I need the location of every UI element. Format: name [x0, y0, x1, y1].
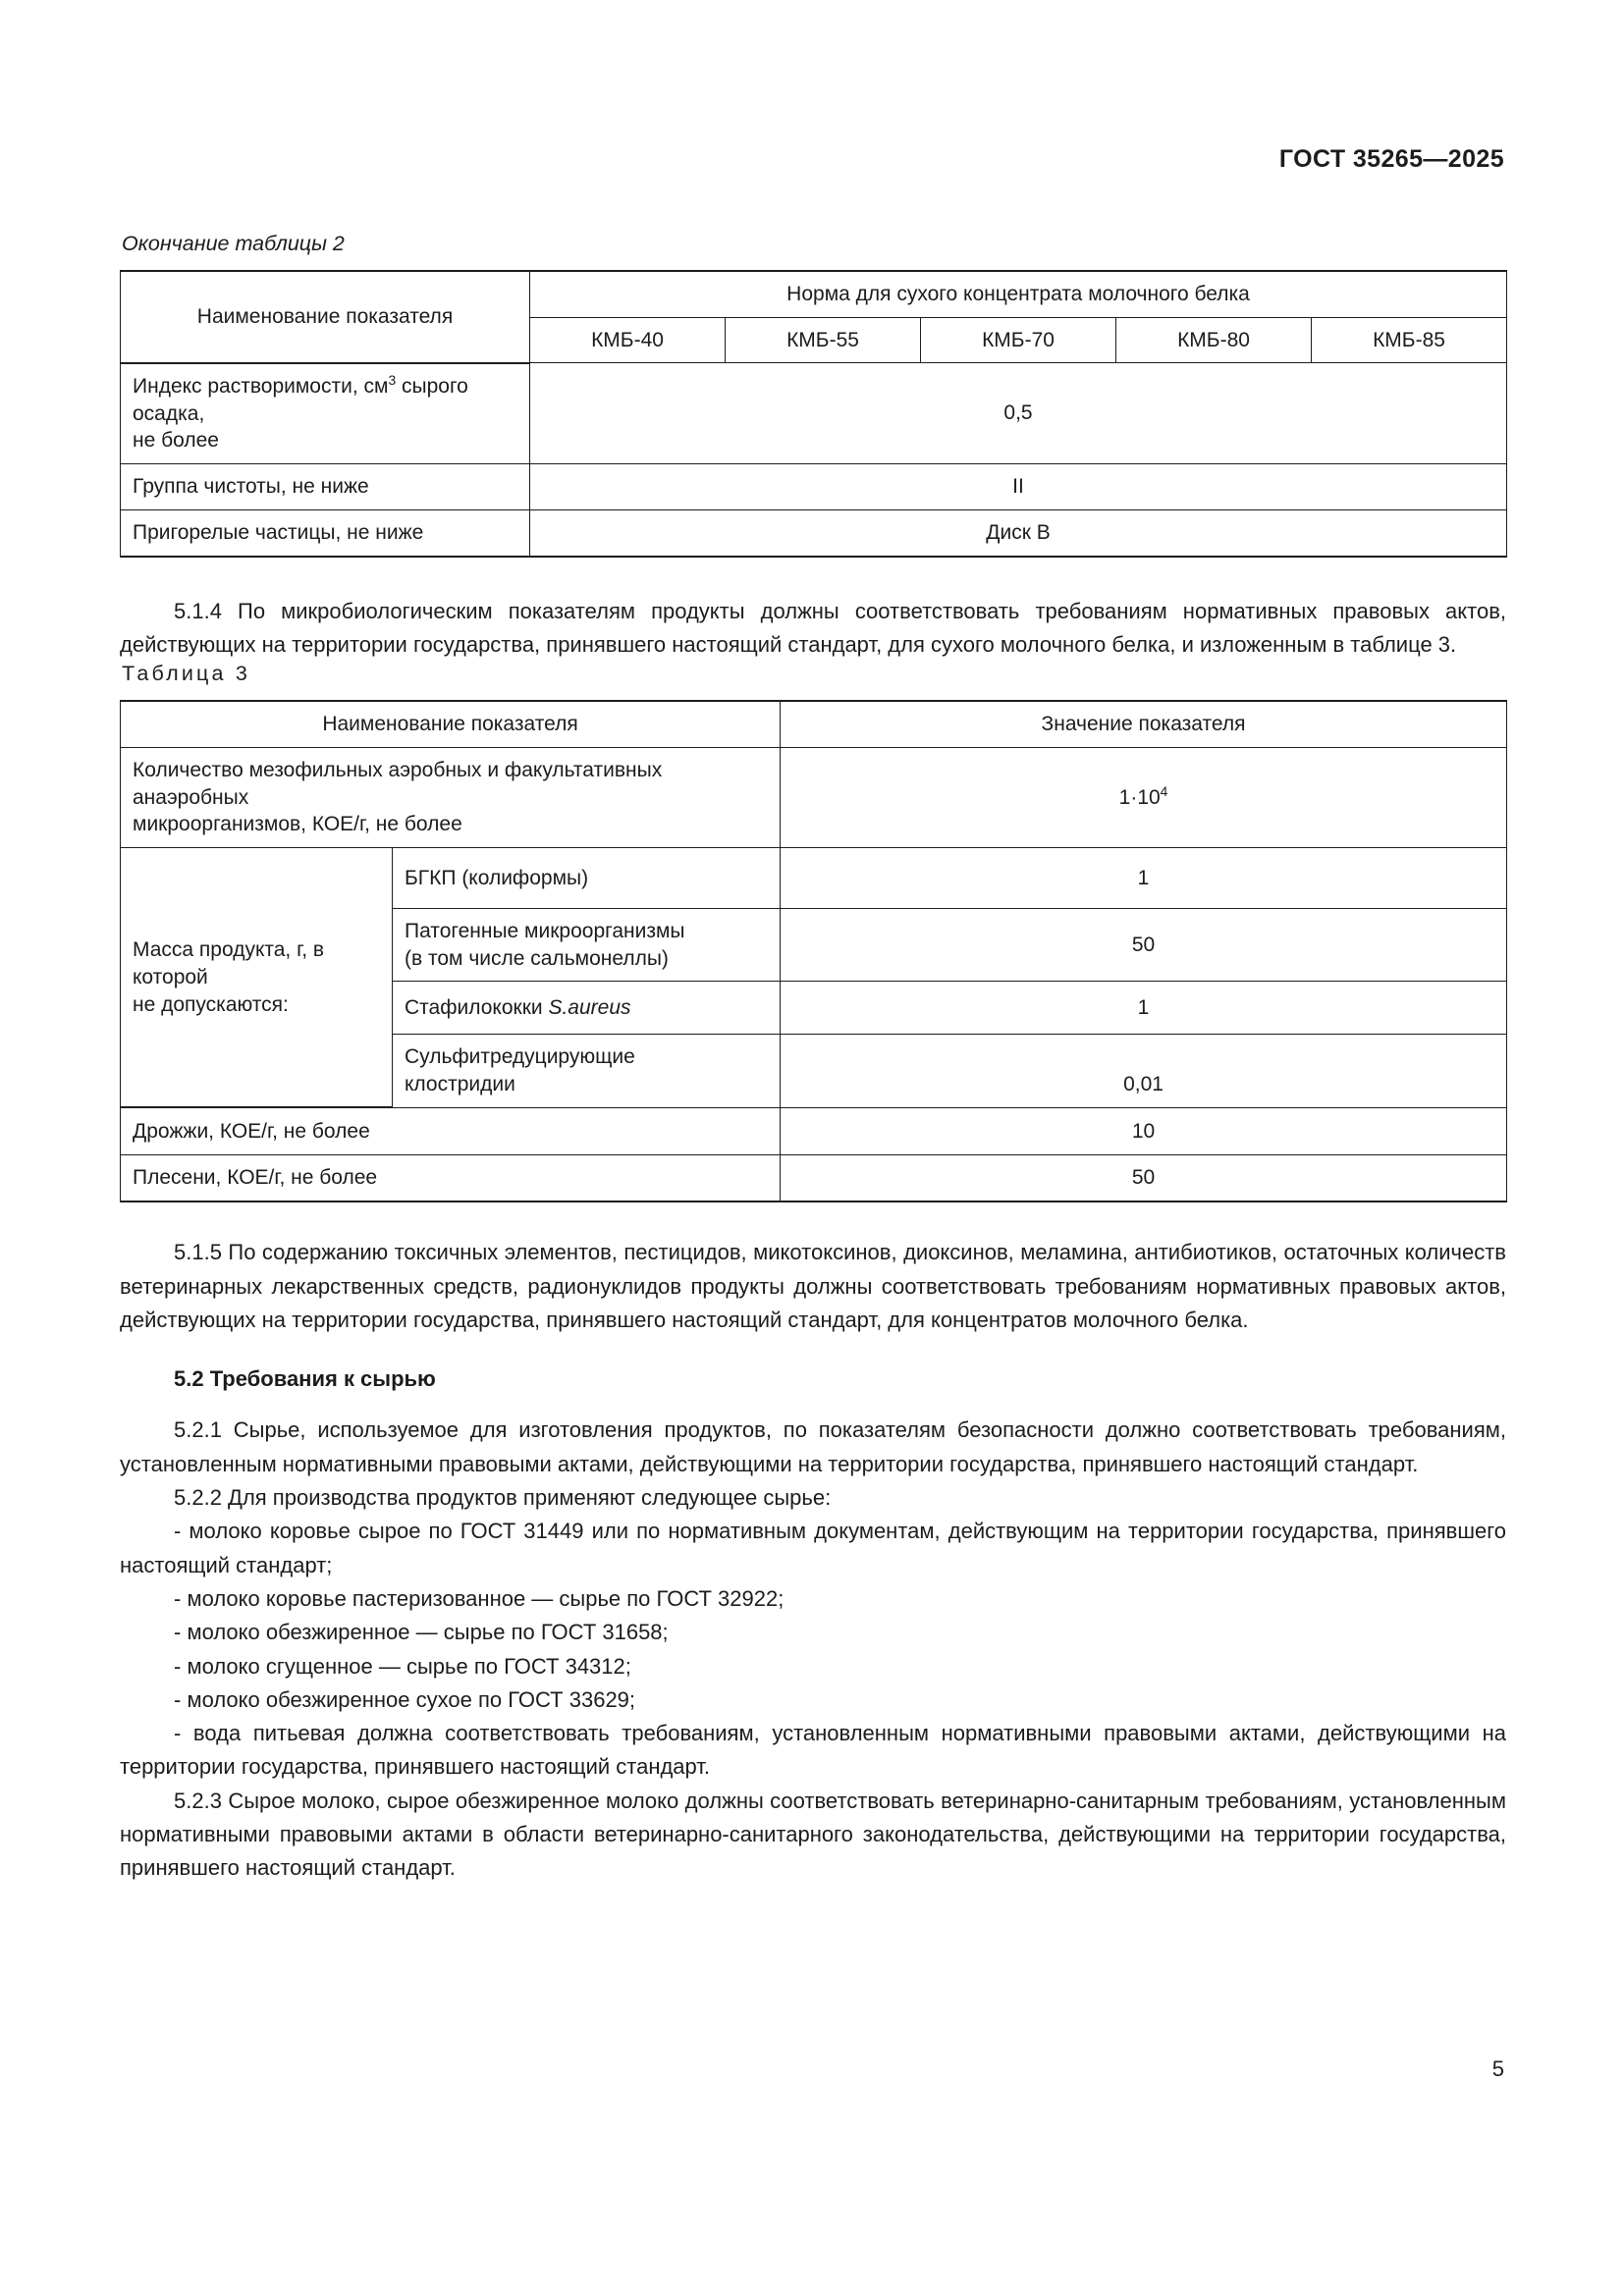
table3-pathogens-name-line2: (в том числе сальмонеллы)	[405, 946, 669, 970]
table3-clostridia-name-line1: Сульфитредуцирующие	[405, 1045, 635, 1069]
table2-grade-kmb80: КМБ-80	[1116, 317, 1312, 363]
list-item: - молоко коровье сырое по ГОСТ 31449 или по нормативным документам, действующим на территории государства, принявшего настоящий стандарт;	[120, 1519, 1506, 1577]
table2-grade-kmb85: КМБ-85	[1312, 317, 1507, 363]
table2-row1-name-line2: не более	[133, 429, 219, 453]
table3-mesophilic-name	[121, 747, 781, 847]
table3-staph-value: 1	[781, 982, 1507, 1035]
paragraph-5-1-4: 5.1.4 По микробиологическим показателям продукты должны соответствовать требованиям нормативных правовых актов, действующих на территории государства, принявшего настоящий стандарт, для сухого молочного белка, и изложенным в таблице 3.	[120, 598, 1506, 657]
table3-col-value-header: Значение показателя	[781, 701, 1507, 747]
table3-bgkp-name: БГКП (колиформы)	[393, 848, 781, 909]
table3-mould-name: Плесени, КОЕ/г, не более	[121, 1154, 781, 1201]
table3-mesophilic-value-base: 1·10	[1118, 785, 1161, 809]
list-item: - молоко коровье пастеризованное — сырье по ГОСТ 32922;	[174, 1585, 785, 1611]
table-row	[121, 509, 1507, 556]
list-item: - молоко сгущенное — сырье по ГОСТ 34312;	[174, 1653, 631, 1679]
table-2	[120, 270, 1507, 558]
table3-staph-species: S.aureus	[548, 996, 631, 1020]
table3-pathogens-name-line1: Патогенные микроорганизмы	[405, 920, 685, 943]
table2-row3-name: Пригорелые частицы, не ниже	[121, 509, 530, 556]
table3-caption: Таблица 3	[122, 662, 251, 686]
paragraph-5-1-5: 5.1.5 По содержанию токсичных элементов, пестицидов, микотоксинов, диоксинов, меламина, антибиотиков, остаточных количеств ветеринарных лекарственных средств, радионуклидов продукты должны соответствовать требованиям нормативных правовых актов, действующих на территории государства, принявшего настоящий стандарт, для концентратов молочного белка.	[120, 1240, 1506, 1333]
table3-mass-group-label-line2: не допускаются:	[133, 992, 289, 1016]
list-item: - вода питьевая должна соответствовать требованиям, установленным нормативными правовыми актами, действующими на территории государства, принявшего настоящий стандарт.	[120, 1721, 1506, 1780]
table-row	[121, 1154, 1507, 1201]
paragraph-5-2-3: 5.2.3 Сырое молоко, сырое обезжиренное молоко должны соответствовать ветеринарно-санитарным требованиям, установленным нормативными правовыми актами в области ветеринарно-санитарного законодательства, действующими на территории государства, принявшего настоящий стандарт.	[120, 1788, 1506, 1881]
table3-mould-value: 50	[781, 1154, 1507, 1201]
table3-mass-group-label-line1: Масса продукта, г, в которой	[133, 938, 325, 988]
table2-row1-name-part2: сырого осадка,	[133, 374, 468, 425]
table3-pathogens-name	[393, 909, 781, 982]
paragraph-5-2-1: 5.2.1 Сырье, используемое для изготовления продуктов, по показателям безопасности должно соответствовать требованиям, установленным нормативными правовыми актами, действующими на территории государства, принявшего настоящий стандарт.	[120, 1417, 1506, 1476]
table2-header-row-1	[121, 271, 1507, 317]
table-3	[120, 700, 1507, 1202]
page-number: 5	[1491, 2056, 1504, 2081]
table2-row1-value: 0,5	[530, 363, 1507, 464]
table3-clostridia-name	[393, 1035, 781, 1107]
table3-staph-name-prefix: Стафилококки	[405, 996, 549, 1020]
table2-col-name-header: Наименование показателя	[121, 271, 530, 363]
table3-head	[121, 701, 1507, 747]
table3-clostridia-name-line2: клостридии	[405, 1073, 515, 1096]
table3-yeast-name: Дрожжи, КОЕ/г, не более	[121, 1107, 781, 1154]
table3-yeast-value: 10	[781, 1107, 1507, 1154]
paragraph-5-2-2: 5.2.2 Для производства продуктов применяют следующее сырье:	[174, 1484, 832, 1510]
table3-mass-group-label	[121, 848, 393, 1108]
table3-clostridia-value: 0,01	[781, 1035, 1507, 1107]
table2-caption: Окончание таблицы 2	[122, 232, 345, 255]
table3-bgkp-value: 1	[781, 848, 1507, 909]
table3-col-name-header: Наименование показателя	[121, 701, 781, 747]
list-item: - молоко обезжиренное сухое по ГОСТ 33629;	[174, 1686, 636, 1712]
table2-grade-kmb70: КМБ-70	[921, 317, 1116, 363]
table3-staph-name	[393, 982, 781, 1035]
table2-row1-name-superscript: 3	[388, 371, 397, 388]
table3-body	[121, 747, 1507, 1201]
table2-row3-value: Диск В	[530, 509, 1507, 556]
table-row	[121, 848, 1507, 909]
table2-grade-kmb40: КМБ-40	[530, 317, 726, 363]
table-row	[121, 363, 1507, 464]
table3-pathogens-value: 50	[781, 909, 1507, 982]
table2-row1-name	[121, 363, 530, 464]
table2-norm-group-header: Норма для сухого концентрата молочного белка	[530, 271, 1507, 317]
table3-mesophilic-name-line2: микроорганизмов, КОЕ/г, не более	[133, 813, 462, 836]
list-item: - молоко обезжиренное — сырье по ГОСТ 31658;	[174, 1620, 669, 1645]
table2-head	[121, 271, 1507, 363]
page-content	[120, 232, 1506, 1886]
table2-body	[121, 363, 1507, 557]
table3-mesophilic-value	[781, 747, 1507, 847]
table2-row1-name-part1: Индекс растворимости, см	[133, 374, 389, 398]
table-row	[121, 464, 1507, 510]
section-5-2-heading: 5.2 Требования к сырью	[174, 1366, 436, 1392]
table3-mesophilic-value-exponent: 4	[1160, 782, 1168, 799]
running-header: ГОСТ 35265—2025	[1278, 145, 1504, 173]
table3-header-row	[121, 701, 1507, 747]
raw-materials-list	[120, 1515, 1506, 1785]
table2-grade-kmb55: КМБ-55	[726, 317, 921, 363]
table3-mesophilic-name-line1: Количество мезофильных аэробных и факультативных анаэробных	[133, 758, 663, 809]
table2-row2-value: II	[530, 464, 1507, 510]
table-row	[121, 1107, 1507, 1154]
table2-row2-name: Группа чистоты, не ниже	[121, 464, 530, 510]
table-row	[121, 747, 1507, 847]
